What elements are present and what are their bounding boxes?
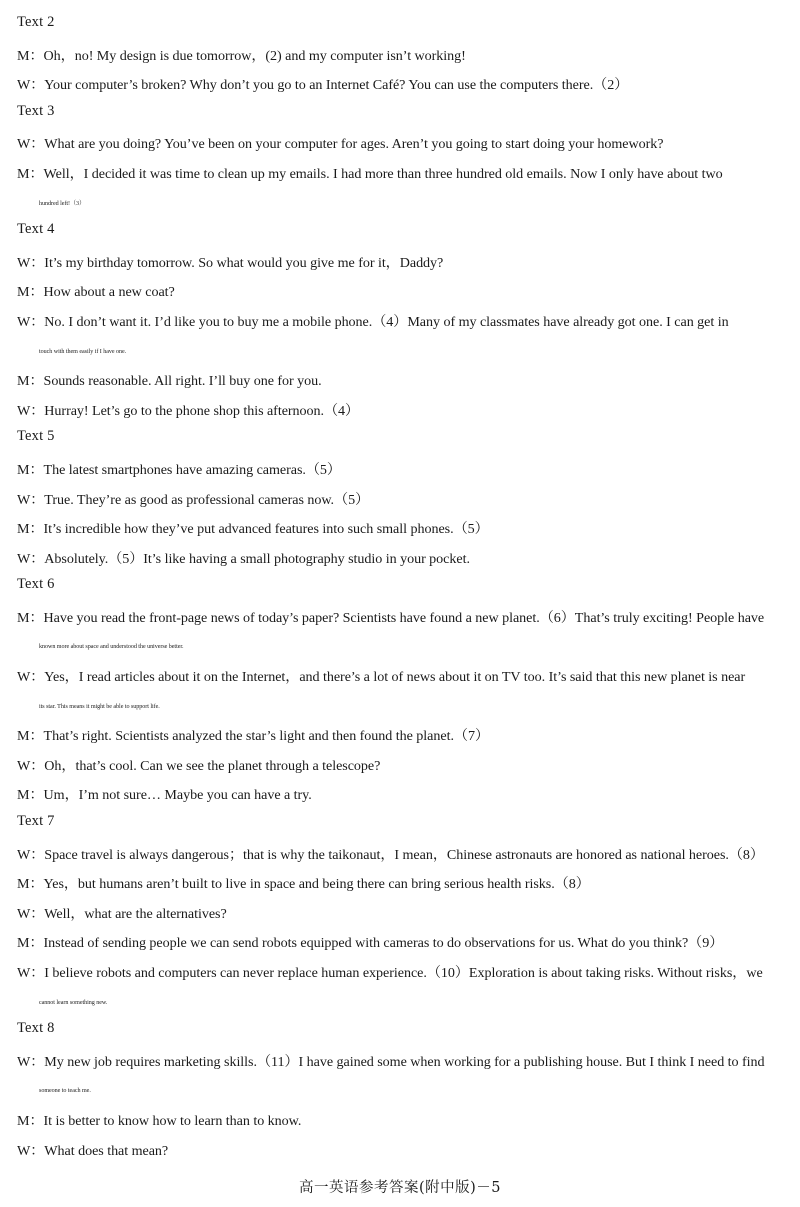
section-heading: Text 7 [17,813,55,830]
dialogue-line: W：Yes，I read articles about it on the Internet，and there’s a lot of news about it on TV too. It’s said that this new planet is near [17,669,746,686]
section-text-6 [17,574,789,811]
dialogue-line: M：Sounds reasonable. All right. I’ll buy one for you. [17,373,322,390]
page-footer: 高一英语参考答案(附中版)－5 [298,1180,502,1196]
dialogue-line: W：I believe robots and computers can never replace human experience.（10）Exploration is about taking risks. Without risks，we [17,965,763,981]
dialogue-line: W：Oh，that’s cool. Can we see the planet through a telescope? [17,757,381,774]
dialogue-line: W：Well，what are the alternatives? [17,905,227,922]
dialogue-line: M：It’s incredible how they’ve put advanced features into such small phones.（5） [17,521,489,538]
section-text-7 [17,811,789,1018]
section-text-8 [17,1018,789,1166]
dialogue-line: M：Have you read the front-page news of today’s paper? Scientists have found a new planet.（6）That’s truly exciting! People have [17,609,765,626]
dialogue-line: W：My new job requires marketing skills.（11）I have gained some when working for a publishing house. But I think I need to find [17,1053,765,1070]
section-text-4 [17,219,789,426]
dialogue-line: M：Instead of sending people we can send robots equipped with cameras to do observations for us. What do you think?（9） [17,935,724,952]
dialogue-line: M：That’s right. Scientists analyzed the star’s light and then found the planet.（7） [17,728,489,745]
dialogue-line: M：It is better to know how to learn than to know. [17,1112,302,1129]
dialogue-line: M：Yes，but humans aren’t built to live in space and being there can bring serious health risks.（8） [17,876,590,893]
section-heading: Text 5 [17,428,55,445]
section-heading: Text 6 [17,576,55,593]
dialogue-line-continuation: cannot learn something new. [39,999,108,1006]
dialogue-line-continuation: touch with them easily if I have one. [39,348,127,355]
section-text-2 [17,12,789,101]
dialogue-line-continuation: someone to teach me. [39,1088,91,1095]
dialogue-line: W：Hurray! Let’s go to the phone shop this afternoon.（4） [17,402,360,419]
section-heading: Text 4 [17,221,55,238]
dialogue-line: M：Oh，no! My design is due tomorrow，(2) and my computer isn’t working! [17,47,466,64]
dialogue-line: W：What does that mean? [17,1142,169,1159]
section-text-5 [17,426,789,574]
section-heading: Text 2 [17,14,55,30]
dialogue-line: M：The latest smartphones have amazing cameras.（5） [17,461,341,478]
section-text-3 [17,101,789,219]
dialogue-line: M：Well，I decided it was time to clean up my emails. I had more than three hundred old emails. Now I only have about two [17,165,723,182]
dialogue-line: W：Absolutely.（5）It’s like having a small photography studio in your pocket. [17,550,470,567]
dialogue-line: M：How about a new coat? [17,284,175,301]
section-heading: Text 3 [17,102,55,119]
dialogue-line-continuation: known more about space and understood the universe better. [39,644,184,651]
dialogue-line-continuation: its star. This means it might be able to support life. [39,703,160,710]
dialogue-line: W：Your computer’s broken? Why don’t you go to an Internet Café? You can use the computers there.（2） [17,77,629,94]
dialogue-line-continuation: hundred left!（3） [39,200,86,207]
dialogue-line: W：It’s my birthday tomorrow. So what would you give me for it，Daddy? [17,254,444,271]
transcript-body [17,12,789,1166]
dialogue-line: W：What are you doing? You’ve been on your computer for ages. Aren’t you going to start doing your homework? [17,136,664,153]
dialogue-line: W：No. I don’t want it. I’d like you to buy me a mobile phone.（4）Many of my classmates have already got one. I can get in [17,313,729,330]
dialogue-line: M：Um，I’m not sure… Maybe you can have a try. [17,787,312,804]
section-heading: Text 8 [17,1020,55,1037]
dialogue-line: W：Space travel is always dangerous；that is why the taikonaut，I mean，Chinese astronauts are honored as national heroes.（8） [17,846,764,863]
dialogue-line: W：True. They’re as good as professional cameras now.（5） [17,491,370,508]
